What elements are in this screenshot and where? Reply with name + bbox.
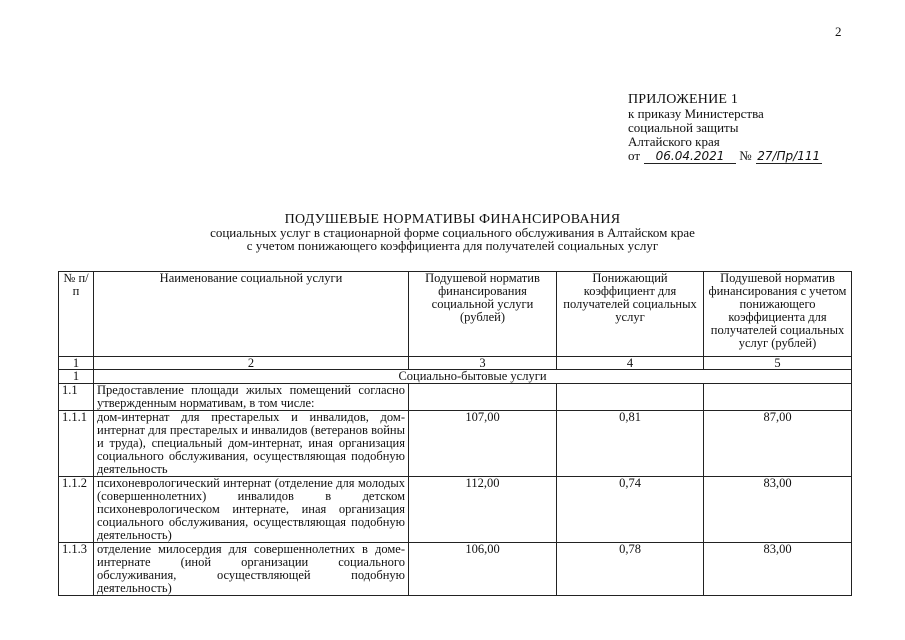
header-no: № п/п bbox=[59, 272, 94, 357]
row-coefficient: 0,78 bbox=[557, 543, 704, 596]
col-num-1: 1 bbox=[59, 357, 94, 370]
appendix-line1: к приказу Министерства bbox=[628, 106, 764, 121]
row-no: 1.1.2 bbox=[59, 477, 94, 543]
row-service-name: дом-интернат для престарелых и инвалидов, дом-интернат для престарелых и инвалидов (ветеранов войны и труда), специальный дом-интернат, иная организация социального обслуживания, осуществляющая подобную деятельность bbox=[94, 411, 409, 477]
table-row bbox=[59, 543, 852, 596]
row-coefficient bbox=[557, 384, 704, 411]
row-service-name: психоневрологический интернат (отделение для молодых (совершеннолетних) инвалидов в детском психоневрологическом интернате, иная организация социального обслуживания, осуществляющая подобную деятельность) bbox=[94, 477, 409, 543]
row-adjusted-norm: 83,00 bbox=[704, 543, 852, 596]
appendix-block bbox=[628, 93, 822, 164]
order-number: 27/Пр/111 bbox=[757, 149, 821, 163]
document-title bbox=[0, 213, 905, 252]
row-coefficient: 0,74 bbox=[557, 477, 704, 543]
header-norm: Подушевой норматив финансирования социальной услуги (рублей) bbox=[409, 272, 557, 357]
row-adjusted-norm: 83,00 bbox=[704, 477, 852, 543]
col-num-4: 4 bbox=[557, 357, 704, 370]
row-no: 1.1.1 bbox=[59, 411, 94, 477]
row-norm: 107,00 bbox=[409, 411, 557, 477]
title-line2: социальных услуг в стационарной форме социального обслуживания в Алтайском крае bbox=[210, 225, 695, 240]
from-label: от bbox=[628, 148, 641, 163]
appendix-line2: социальной защиты bbox=[628, 120, 739, 135]
norms-table bbox=[58, 271, 852, 596]
appendix-line3: Алтайского края bbox=[628, 134, 720, 149]
appendix-title: ПРИЛОЖЕНИЕ 1 bbox=[628, 92, 739, 107]
header-adjusted-norm: Подушевой норматив финансирования с учетом понижающего коэффициента для получателей социальных услуг (рублей) bbox=[704, 272, 852, 357]
table-row bbox=[59, 411, 852, 477]
row-coefficient: 0,81 bbox=[557, 411, 704, 477]
row-norm: 106,00 bbox=[409, 543, 557, 596]
col-num-2: 2 bbox=[94, 357, 409, 370]
row-service-name: отделение милосердия для совершеннолетних в доме-интернате (иной организации социального обслуживания, осуществляющей подобную деятельность) bbox=[94, 543, 409, 596]
header-row bbox=[59, 272, 852, 357]
header-coefficient: Понижающий коэффициент для получателей социальных услуг bbox=[557, 272, 704, 357]
order-date: 06.04.2021 bbox=[644, 150, 736, 164]
row-no: 1.1 bbox=[59, 384, 94, 411]
title-main: ПОДУШЕВЫЕ НОРМАТИВЫ ФИНАНСИРОВАНИЯ bbox=[284, 212, 621, 227]
row-norm: 112,00 bbox=[409, 477, 557, 543]
number-label: № bbox=[739, 148, 752, 163]
section-title: Социально-бытовые услуги bbox=[94, 370, 852, 384]
table-row bbox=[59, 477, 852, 543]
row-adjusted-norm: 87,00 bbox=[704, 411, 852, 477]
header-service-name: Наименование социальной услуги bbox=[94, 272, 409, 357]
row-norm bbox=[409, 384, 557, 411]
page-number: 2 bbox=[835, 24, 842, 39]
col-num-3: 3 bbox=[409, 357, 557, 370]
col-num-5: 5 bbox=[704, 357, 852, 370]
table-row bbox=[59, 384, 852, 411]
title-line3: с учетом понижающего коэффициента для получателей социальных услуг bbox=[246, 238, 659, 253]
row-service-name: Предоставление площади жилых помещений согласно утвержденным нормативам, в том числе: bbox=[94, 384, 409, 411]
row-adjusted-norm bbox=[704, 384, 852, 411]
section-no: 1 bbox=[59, 370, 94, 384]
column-number-row bbox=[59, 357, 852, 370]
appendix-date-line bbox=[628, 149, 822, 164]
section-row bbox=[59, 370, 852, 384]
row-no: 1.1.3 bbox=[59, 543, 94, 596]
